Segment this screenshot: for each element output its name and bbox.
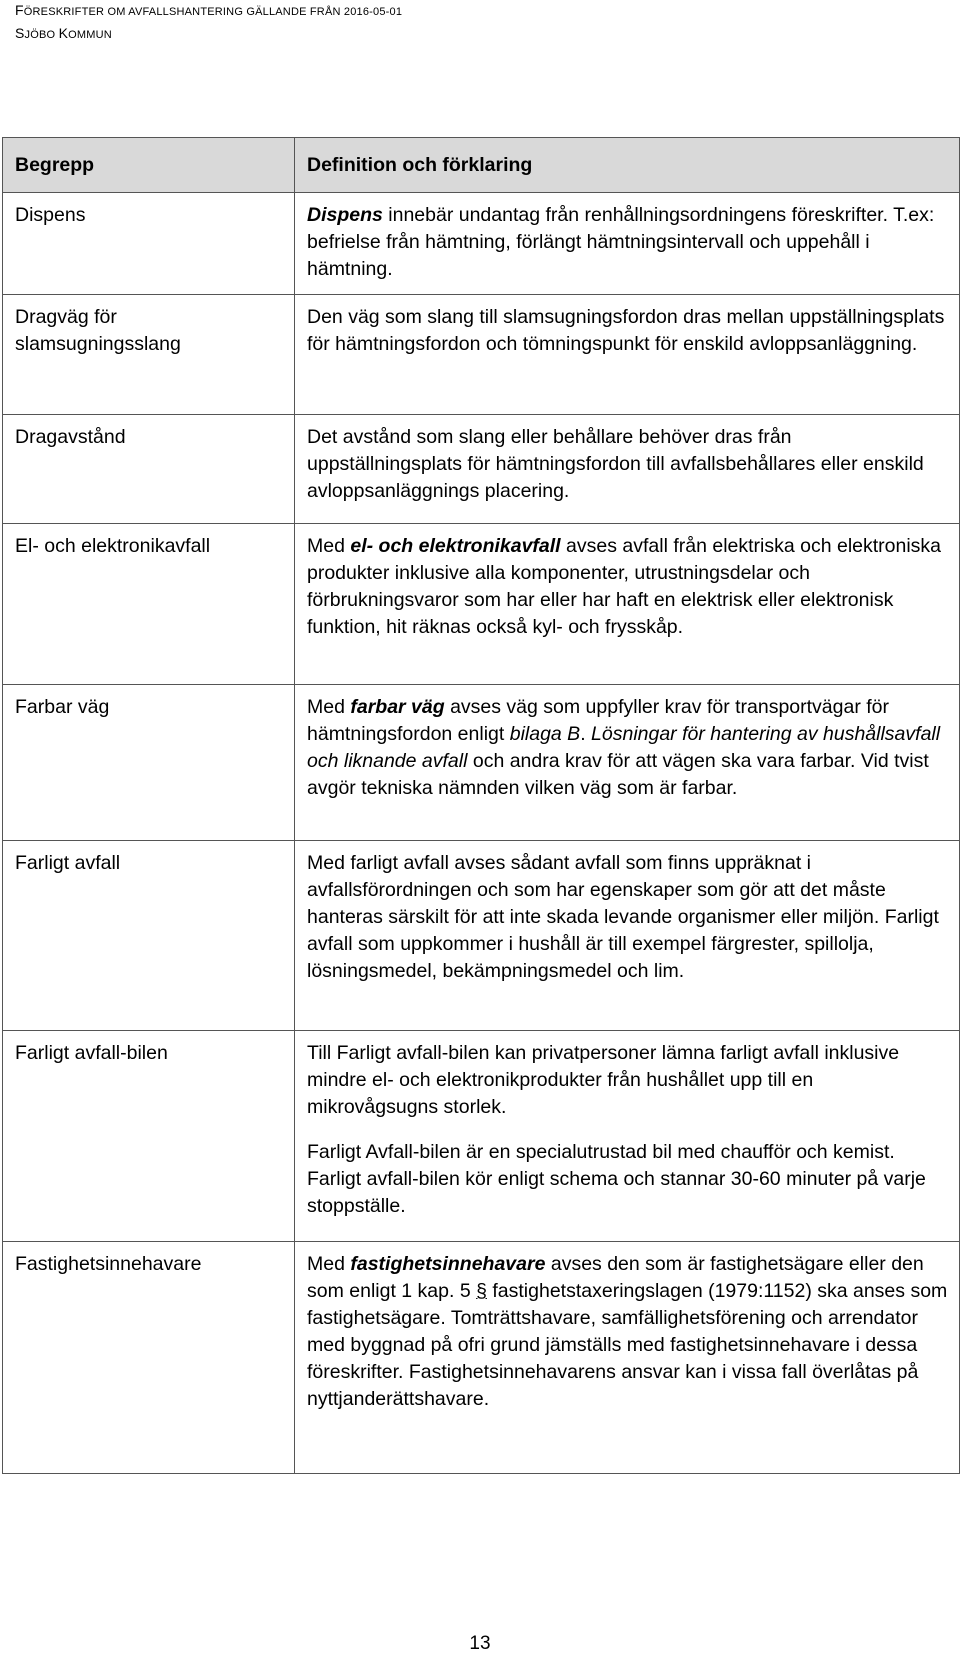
table-row <box>3 524 960 685</box>
term-cell <box>3 193 295 295</box>
definition-text: Det avstånd som slang eller behållare behöver dras från uppställningsplats för hämtningsfordon till avfallsbehållares eller enskild avloppsanläggnings placering. <box>307 426 924 502</box>
term-cell <box>3 415 295 524</box>
table-row <box>3 295 960 415</box>
definition-text: Dispens innebär undantag från renhållningsordningens föreskrifter. T.ex: befrielse från hämtning, förlängt hämtningsintervall och uppehåll i hämtning. <box>307 204 935 280</box>
page-number: 13 <box>469 1633 491 1654</box>
definition-text: Med farbar väg avses väg som uppfyller krav för transportvägar för hämtningsfordon enligt bilaga B. Lösningar för hantering av hushållsavfall och liknande avfall och andra krav för att vägen ska vara farbar. Vid tvist avgör tekniska nämnden vilken väg som är farbar. <box>307 696 941 799</box>
term-cell <box>3 1031 295 1242</box>
table-row <box>3 685 960 841</box>
term-text: Fastighetsinnehavare <box>15 1253 202 1275</box>
definition-cell <box>295 193 960 295</box>
term-text: Farbar väg <box>15 696 110 718</box>
table-row <box>3 1031 960 1242</box>
term-text: Dispens <box>15 204 86 226</box>
running-header <box>15 0 402 46</box>
term-cell <box>3 295 295 415</box>
definitions-table <box>2 137 960 1474</box>
definition-text: Med el- och elektronikavfall avses avfall från elektriska och elektroniska produkter inklusive alla komponenter, utrustningsdelar och förbrukningsvaror som har eller har haft en elektrisk eller elektronisk funktion, hit räknas också kyl- och frysskåp. <box>307 535 942 638</box>
definition-cell <box>295 685 960 841</box>
column-header-term: Begrepp <box>3 138 295 193</box>
table-row <box>3 193 960 295</box>
definition-cell <box>295 295 960 415</box>
header-municipality: SJÖBO KOMMUN <box>15 25 112 41</box>
term-text: Farligt avfall-bilen <box>15 1042 168 1064</box>
term-cell <box>3 524 295 685</box>
term-cell <box>3 841 295 1031</box>
table-header-row <box>3 138 960 193</box>
term-text: Dragavstånd <box>15 426 126 448</box>
term-text: El- och elektronikavfall <box>15 535 211 557</box>
definition-cell <box>295 1242 960 1474</box>
definition-cell <box>295 841 960 1031</box>
definition-cell <box>295 415 960 524</box>
term-text: Dragväg för slamsugningsslang <box>15 306 181 355</box>
definition-text: Med farligt avfall avses sådant avfall som finns uppräknat i avfallsförordningen och som har egenskaper som gör att det måste hanteras särskilt för att inte skada levande organismer eller miljön. Farligt avfall som uppkommer i hushåll är till exempel färgrester, spillolja, lösningsmedel, bekämpningsmedel och lim. <box>307 852 939 982</box>
table-row <box>3 841 960 1031</box>
term-cell <box>3 1242 295 1474</box>
definition-text: Den väg som slang till slamsugningsfordon dras mellan uppställningsplats för hämtningsfordon och tömningspunkt för enskild avloppsanläggning. <box>307 306 945 355</box>
header-title: FÖRESKRIFTER OM AVFALLSHANTERING GÄLLANDE FRÅN 2016-05-01 <box>15 2 403 18</box>
definition-cell <box>295 524 960 685</box>
column-header-definition: Definition och förklaring <box>295 138 960 193</box>
table-row <box>3 1242 960 1474</box>
definition-text: Med fastighetsinnehavare avses den som är fastighetsägare eller den som enligt 1 kap. 5 § fastighetstaxeringslagen (1979:1152) ska anses som fastighetsägare. Tomträttshavare, samfällighetsförening och arrendator med byggnad på ofri grund jämställs med fastighetsinnehavare i dessa föreskrifter. Fastighetsinnehavarens ansvar kan i vissa fall överlåtas på nyttjanderättshavare. <box>307 1253 948 1410</box>
term-text: Farligt avfall <box>15 852 121 874</box>
table-row <box>3 415 960 524</box>
definition-text: Till Farligt avfall-bilen kan privatpersoner lämna farligt avfall inklusive mindre el- och elektronikprodukter från hushållet upp till en mikrovågsugns storlek. Farligt Avfall-bilen är en specialutrustad bil med chaufför och kemist. Farligt avfall-bilen kör enligt schema och stannar 30-60 minuter på varje stoppställe. <box>307 1042 926 1217</box>
definition-cell <box>295 1031 960 1242</box>
term-cell <box>3 685 295 841</box>
